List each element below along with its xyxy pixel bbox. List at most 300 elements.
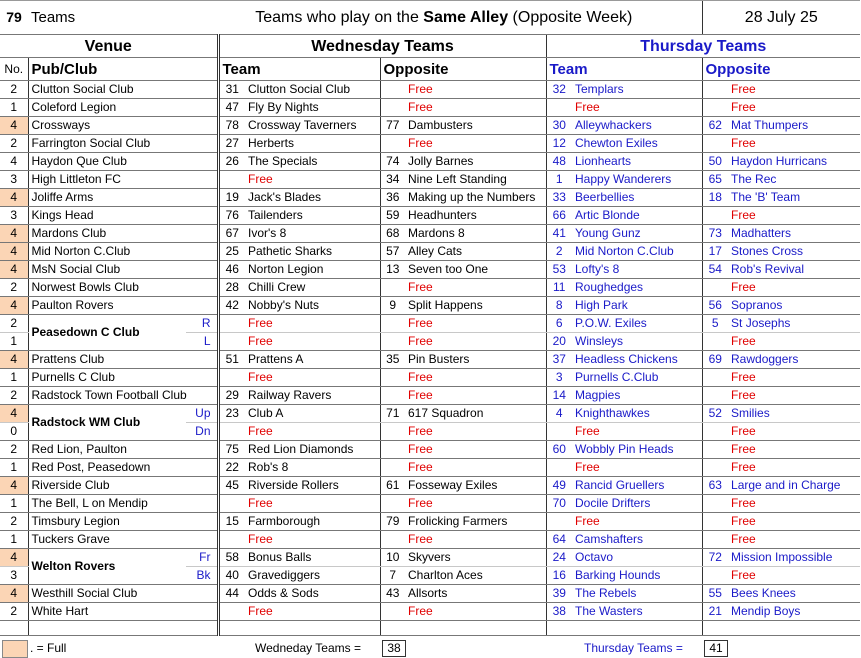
- wed-team-name: Norton Legion: [245, 261, 380, 279]
- thu-team-number: 20: [546, 333, 572, 351]
- wed-opposite-header: Opposite: [380, 58, 546, 81]
- thu-opposite-name: Smilies: [728, 405, 860, 423]
- wed-opposite-name: Seven too One: [405, 261, 546, 279]
- wed-opposite-number: 79: [380, 513, 405, 531]
- footer: [0, 640, 860, 657]
- venue-name: Westhill Social Club: [28, 585, 218, 603]
- thu-team-number: [546, 99, 572, 117]
- wed-opposite-name: 617 Squadron: [405, 405, 546, 423]
- wed-opposite-number: [380, 423, 405, 441]
- wed-opposite-number: 36: [380, 189, 405, 207]
- title-row: [0, 1, 860, 35]
- thu-opposite-number: 72: [702, 549, 728, 567]
- wed-team-number: [218, 603, 245, 621]
- thu-opposite-name: Free: [728, 81, 860, 99]
- wed-team-name: Free: [245, 369, 380, 387]
- venue-number: 3: [0, 207, 28, 225]
- thu-opposite-name: Free: [728, 567, 860, 585]
- wednesday-header: Wednesday Teams: [218, 35, 546, 58]
- thu-opposite-name: Mat Thumpers: [728, 117, 860, 135]
- thu-team-name: Docile Drifters: [572, 495, 702, 513]
- thu-team-name: Octavo: [572, 549, 702, 567]
- thu-opposite-name: Free: [728, 423, 860, 441]
- thu-opposite-name: Sopranos: [728, 297, 860, 315]
- thu-team-number: 64: [546, 531, 572, 549]
- wed-opposite-number: 57: [380, 243, 405, 261]
- wed-opposite-number: 59: [380, 207, 405, 225]
- thu-opposite-number: 50: [702, 153, 728, 171]
- thu-opposite-name: Free: [728, 135, 860, 153]
- thu-opposite-header: Opposite: [702, 58, 860, 81]
- venue-name: Radstock WM Club: [28, 414, 186, 432]
- table-row: [0, 225, 860, 243]
- thu-team-number: [546, 459, 572, 477]
- group-header-row: [0, 35, 860, 58]
- thu-opposite-name: Free: [728, 369, 860, 387]
- spacer-cell: [572, 621, 702, 636]
- thu-opposite-name: Free: [728, 459, 860, 477]
- wed-team-name: Clutton Social Club: [245, 81, 380, 99]
- thu-team-number: 70: [546, 495, 572, 513]
- wed-opposite-name: Free: [405, 279, 546, 297]
- thu-opposite-number: [702, 567, 728, 585]
- venue-number: 4: [0, 405, 28, 423]
- thu-opposite-name: Rob's Revival: [728, 261, 860, 279]
- thu-team-name: Rancid Gruellers: [572, 477, 702, 495]
- venue-number: 4: [0, 189, 28, 207]
- thu-team-name: Lofty's 8: [572, 261, 702, 279]
- wed-team-name: Railway Ravers: [245, 387, 380, 405]
- wed-opposite-number: 9: [380, 297, 405, 315]
- thu-opposite-name: Free: [728, 513, 860, 531]
- thu-opposite-name: Mendip Boys: [728, 603, 860, 621]
- wed-opposite-number: 35: [380, 351, 405, 369]
- thu-opposite-number: 21: [702, 603, 728, 621]
- wed-opposite-number: [380, 279, 405, 297]
- venue-number: 2: [0, 441, 28, 459]
- wed-team-number: [218, 495, 245, 513]
- table-row: [0, 261, 860, 279]
- wed-team-name: Nobby's Nuts: [245, 297, 380, 315]
- title-pre: Teams who play on the: [255, 9, 424, 26]
- wed-team-name: Jack's Blades: [245, 189, 380, 207]
- thu-team-name: Young Gunz: [572, 225, 702, 243]
- thu-opposite-number: 73: [702, 225, 728, 243]
- venue-name: Crossways: [28, 117, 218, 135]
- venue-number: 4: [0, 153, 28, 171]
- wed-team-number: 44: [218, 585, 245, 603]
- thu-team-name: Free: [572, 459, 702, 477]
- thu-opposite-name: Free: [728, 387, 860, 405]
- thu-total-value: 41: [704, 640, 728, 657]
- wed-opposite-number: [380, 315, 405, 333]
- venue-suballey: Fr: [186, 549, 218, 567]
- wed-opposite-number: [380, 369, 405, 387]
- venue-number: 1: [0, 99, 28, 117]
- venue-name: Haydon Que Club: [28, 153, 218, 171]
- wed-team-number: 15: [218, 513, 245, 531]
- thu-team-name: Lionhearts: [572, 153, 702, 171]
- thu-team-name: The Rebels: [572, 585, 702, 603]
- thu-team-name: Chewton Exiles: [572, 135, 702, 153]
- thu-opposite-number: 69: [702, 351, 728, 369]
- table-row: [0, 459, 860, 477]
- wed-team-name: Prattens A: [245, 351, 380, 369]
- full-legend-label: . = Full: [30, 641, 67, 655]
- venue-name: Farrington Social Club: [28, 135, 218, 153]
- thu-team-number: 49: [546, 477, 572, 495]
- thu-opposite-number: [702, 441, 728, 459]
- thu-team-number: 30: [546, 117, 572, 135]
- thu-opposite-name: The 'B' Team: [728, 189, 860, 207]
- thu-team-number: 24: [546, 549, 572, 567]
- teams-label: Teams: [28, 1, 186, 35]
- wed-team-name: Riverside Rollers: [245, 477, 380, 495]
- wed-opposite-number: [380, 531, 405, 549]
- wed-team-number: [218, 423, 245, 441]
- wed-opposite-number: 7: [380, 567, 405, 585]
- venue-name: MsN Social Club: [28, 261, 218, 279]
- thu-team-number: [546, 513, 572, 531]
- table-row: [0, 441, 860, 459]
- wed-team-name: Tailenders: [245, 207, 380, 225]
- thu-opposite-name: Stones Cross: [728, 243, 860, 261]
- wed-team-name: Free: [245, 495, 380, 513]
- thu-team-name: Templars: [572, 81, 702, 99]
- table-row: [0, 117, 860, 135]
- thu-team-number: 38: [546, 603, 572, 621]
- thu-opposite-name: Free: [728, 99, 860, 117]
- venue-number: 4: [0, 117, 28, 135]
- table-row: [0, 369, 860, 387]
- wed-team-number: 42: [218, 297, 245, 315]
- thu-team-name: P.O.W. Exiles: [572, 315, 702, 333]
- thu-opposite-number: 65: [702, 171, 728, 189]
- table-row: [0, 603, 860, 621]
- wed-team-number: 26: [218, 153, 245, 171]
- thu-opposite-name: Free: [728, 531, 860, 549]
- wed-team-name: Free: [245, 531, 380, 549]
- thu-opposite-number: [702, 495, 728, 513]
- thu-team-name: Winsleys: [572, 333, 702, 351]
- thu-team-number: 2: [546, 243, 572, 261]
- thu-team-name: Purnells C.Club: [572, 369, 702, 387]
- venue-number: 4: [0, 351, 28, 369]
- thu-team-number: 39: [546, 585, 572, 603]
- wed-opposite-name: Free: [405, 333, 546, 351]
- thu-team-number: 6: [546, 315, 572, 333]
- thu-opposite-number: [702, 459, 728, 477]
- pubclub-header: Pub/Club: [28, 58, 218, 81]
- wed-opposite-name: Free: [405, 369, 546, 387]
- table-row: [0, 99, 860, 117]
- wed-team-name: Rob's 8: [245, 459, 380, 477]
- venue-name: Kings Head: [28, 207, 218, 225]
- wed-team-number: 46: [218, 261, 245, 279]
- venue-name: Riverside Club: [28, 477, 218, 495]
- venue-number: 2: [0, 279, 28, 297]
- wed-team-name: Free: [245, 315, 380, 333]
- thu-opposite-number: [702, 369, 728, 387]
- wed-team-number: 67: [218, 225, 245, 243]
- wed-team-name: Chilli Crew: [245, 279, 380, 297]
- wed-opposite-number: 13: [380, 261, 405, 279]
- thu-opposite-name: Free: [728, 207, 860, 225]
- thu-team-name: Free: [572, 513, 702, 531]
- wed-team-number: 76: [218, 207, 245, 225]
- venue-number: 4: [0, 261, 28, 279]
- venue-suballey: Dn: [186, 423, 218, 441]
- venue-name: Coleford Legion: [28, 99, 218, 117]
- wed-opposite-name: Nine Left Standing: [405, 171, 546, 189]
- thu-opposite-name: Madhatters: [728, 225, 860, 243]
- wed-opposite-number: [380, 495, 405, 513]
- thu-team-name: Happy Wanderers: [572, 171, 702, 189]
- wed-team-name: Ivor's 8: [245, 225, 380, 243]
- thu-opposite-number: [702, 333, 728, 351]
- table-row: [0, 405, 860, 423]
- table-row: [0, 477, 860, 495]
- thu-opposite-number: [702, 423, 728, 441]
- venue-number: 2: [0, 513, 28, 531]
- venue-suballey: L: [186, 333, 218, 351]
- wed-opposite-name: Free: [405, 99, 546, 117]
- full-legend-swatch: [2, 640, 28, 658]
- thu-opposite-number: [702, 279, 728, 297]
- venue-number: 4: [0, 225, 28, 243]
- venue-number: 1: [0, 333, 28, 351]
- wed-opposite-name: Split Happens: [405, 297, 546, 315]
- thu-opposite-number: [702, 135, 728, 153]
- thu-team-name: Headless Chickens: [572, 351, 702, 369]
- thu-team-number: 11: [546, 279, 572, 297]
- wed-team-name: Red Lion Diamonds: [245, 441, 380, 459]
- venue-name: Clutton Social Club: [28, 81, 218, 99]
- wed-team-number: 45: [218, 477, 245, 495]
- table-row: [0, 189, 860, 207]
- wed-opposite-name: Free: [405, 135, 546, 153]
- wed-team-number: 23: [218, 405, 245, 423]
- thu-opposite-name: Large and in Charge: [728, 477, 860, 495]
- venue-number: 1: [0, 459, 28, 477]
- venue-number: 1: [0, 369, 28, 387]
- thu-team-number: 33: [546, 189, 572, 207]
- thu-opposite-number: 56: [702, 297, 728, 315]
- spacer-cell: [28, 621, 186, 636]
- wed-team-number: 78: [218, 117, 245, 135]
- wed-opposite-name: Free: [405, 441, 546, 459]
- venue-name: Purnells C Club: [28, 369, 218, 387]
- thu-team-number: 8: [546, 297, 572, 315]
- spacer-cell: [702, 621, 728, 636]
- wed-opposite-name: Pin Busters: [405, 351, 546, 369]
- thu-opposite-number: 52: [702, 405, 728, 423]
- wed-team-name: Free: [245, 603, 380, 621]
- wed-team-number: [218, 369, 245, 387]
- venue-name: High Littleton FC: [28, 171, 218, 189]
- thursday-header: Thursday Teams: [546, 35, 860, 58]
- wed-team-name: Fly By Nights: [245, 99, 380, 117]
- wed-team-name: Farmborough: [245, 513, 380, 531]
- wed-team-number: 47: [218, 99, 245, 117]
- table-row: [0, 243, 860, 261]
- wed-team-number: [218, 315, 245, 333]
- venue-number: 2: [0, 81, 28, 99]
- wed-opposite-number: 43: [380, 585, 405, 603]
- wed-team-number: 22: [218, 459, 245, 477]
- column-header-row: [0, 58, 860, 81]
- wed-team-name: Free: [245, 171, 380, 189]
- wed-opposite-name: Free: [405, 315, 546, 333]
- wed-opposite-name: Free: [405, 423, 546, 441]
- venue-suballey: Bk: [186, 567, 218, 585]
- thu-opposite-number: 54: [702, 261, 728, 279]
- thu-opposite-number: 62: [702, 117, 728, 135]
- team-count: 79: [0, 1, 28, 35]
- thu-team-name: High Park: [572, 297, 702, 315]
- thu-team-name: Roughedges: [572, 279, 702, 297]
- table-row: [0, 135, 860, 153]
- wed-opposite-name: Frolicking Farmers: [405, 513, 546, 531]
- thu-team-number: 41: [546, 225, 572, 243]
- wed-opposite-name: Free: [405, 387, 546, 405]
- wed-opposite-name: Headhunters: [405, 207, 546, 225]
- wed-total-label: Wedneday Teams =: [255, 641, 361, 655]
- wed-opposite-name: Alley Cats: [405, 243, 546, 261]
- thu-team-name: The Wasters: [572, 603, 702, 621]
- wed-team-name: Pathetic Sharks: [245, 243, 380, 261]
- wed-opposite-number: 61: [380, 477, 405, 495]
- sheet-date: 28 July 25: [702, 1, 860, 35]
- wed-opposite-number: [380, 387, 405, 405]
- wed-opposite-number: [380, 81, 405, 99]
- venue-number: 3: [0, 171, 28, 189]
- thu-opposite-number: 63: [702, 477, 728, 495]
- wed-team-name: Crossway Taverners: [245, 117, 380, 135]
- wed-team-name: Bonus Balls: [245, 549, 380, 567]
- wed-team-number: 75: [218, 441, 245, 459]
- table-row: [0, 513, 860, 531]
- thu-team-number: 32: [546, 81, 572, 99]
- venue-name: Red Post, Peasedown: [28, 459, 218, 477]
- venue-number: 2: [0, 387, 28, 405]
- spacer-cell: [245, 621, 380, 636]
- wed-opposite-number: [380, 603, 405, 621]
- wed-team-header: Team: [218, 58, 380, 81]
- thu-team-name: Free: [572, 99, 702, 117]
- wed-team-number: [218, 333, 245, 351]
- thu-team-number: 14: [546, 387, 572, 405]
- wed-opposite-number: [380, 135, 405, 153]
- thu-team-number: [546, 423, 572, 441]
- spacer-row: [0, 621, 860, 636]
- thu-team-name: Artic Blonde: [572, 207, 702, 225]
- thu-team-name: Alleywhackers: [572, 117, 702, 135]
- no-header: No.: [0, 58, 28, 81]
- venue-number: 3: [0, 567, 28, 585]
- thu-team-number: 3: [546, 369, 572, 387]
- wed-opposite-number: 10: [380, 549, 405, 567]
- wed-team-number: 51: [218, 351, 245, 369]
- table-row: [0, 495, 860, 513]
- table-row: [0, 279, 860, 297]
- venue-name: Mardons Club: [28, 225, 218, 243]
- thu-team-number: 37: [546, 351, 572, 369]
- wed-opposite-name: Free: [405, 459, 546, 477]
- thu-opposite-name: Bees Knees: [728, 585, 860, 603]
- wed-team-number: 27: [218, 135, 245, 153]
- wed-team-name: Club A: [245, 405, 380, 423]
- thu-team-name: Knighthawkes: [572, 405, 702, 423]
- spacer-cell: [218, 621, 245, 636]
- wed-team-name: Free: [245, 423, 380, 441]
- wed-opposite-number: [380, 459, 405, 477]
- wed-team-number: 40: [218, 567, 245, 585]
- thu-team-name: Barking Hounds: [572, 567, 702, 585]
- wed-team-number: 28: [218, 279, 245, 297]
- wed-opposite-name: Making up the Numbers: [405, 189, 546, 207]
- thu-opposite-number: [702, 99, 728, 117]
- venue-number: 0: [0, 423, 28, 441]
- thu-opposite-number: [702, 81, 728, 99]
- venue-number: 2: [0, 135, 28, 153]
- wed-opposite-name: Free: [405, 81, 546, 99]
- thu-team-number: 53: [546, 261, 572, 279]
- thu-team-number: 66: [546, 207, 572, 225]
- thu-opposite-number: [702, 387, 728, 405]
- venue-number: 2: [0, 603, 28, 621]
- thu-team-number: 4: [546, 405, 572, 423]
- thu-opposite-name: St Josephs: [728, 315, 860, 333]
- spacer-cell: [546, 621, 572, 636]
- table-row: [0, 549, 860, 567]
- venue-number: 1: [0, 531, 28, 549]
- table-row: [0, 531, 860, 549]
- spacer-cell: [405, 621, 546, 636]
- thu-team-name: Wobbly Pin Heads: [572, 441, 702, 459]
- spacer-cell: [0, 621, 28, 636]
- thu-team-number: 12: [546, 135, 572, 153]
- table-row: [0, 297, 860, 315]
- wed-team-name: Gravediggers: [245, 567, 380, 585]
- table-row: [0, 153, 860, 171]
- venue-name: Radstock Town Football Club: [28, 387, 218, 405]
- thu-team-header: Team: [546, 58, 702, 81]
- wed-opposite-name: Skyvers: [405, 549, 546, 567]
- wed-total-value: 38: [382, 640, 406, 657]
- thu-opposite-name: Free: [728, 495, 860, 513]
- venue-name: Norwest Bowls Club: [28, 279, 218, 297]
- wed-team-name: The Specials: [245, 153, 380, 171]
- thu-team-number: 48: [546, 153, 572, 171]
- thu-opposite-name: Haydon Hurricans: [728, 153, 860, 171]
- venue-name: Peasedown C Club: [28, 324, 186, 342]
- wed-opposite-name: Mardons 8: [405, 225, 546, 243]
- spacer-cell: [380, 621, 405, 636]
- venue-suballey: R: [186, 315, 218, 333]
- wed-team-number: 19: [218, 189, 245, 207]
- wed-opposite-name: Allsorts: [405, 585, 546, 603]
- thu-opposite-name: Free: [728, 333, 860, 351]
- thu-opposite-name: Free: [728, 279, 860, 297]
- venue-name: The Bell, L on Mendip: [28, 495, 218, 513]
- thu-team-name: Mid Norton C.Club: [572, 243, 702, 261]
- venue-number: 4: [0, 243, 28, 261]
- wed-team-name: Free: [245, 333, 380, 351]
- thu-team-name: Camshafters: [572, 531, 702, 549]
- wed-team-number: 58: [218, 549, 245, 567]
- venue-number: 2: [0, 315, 28, 333]
